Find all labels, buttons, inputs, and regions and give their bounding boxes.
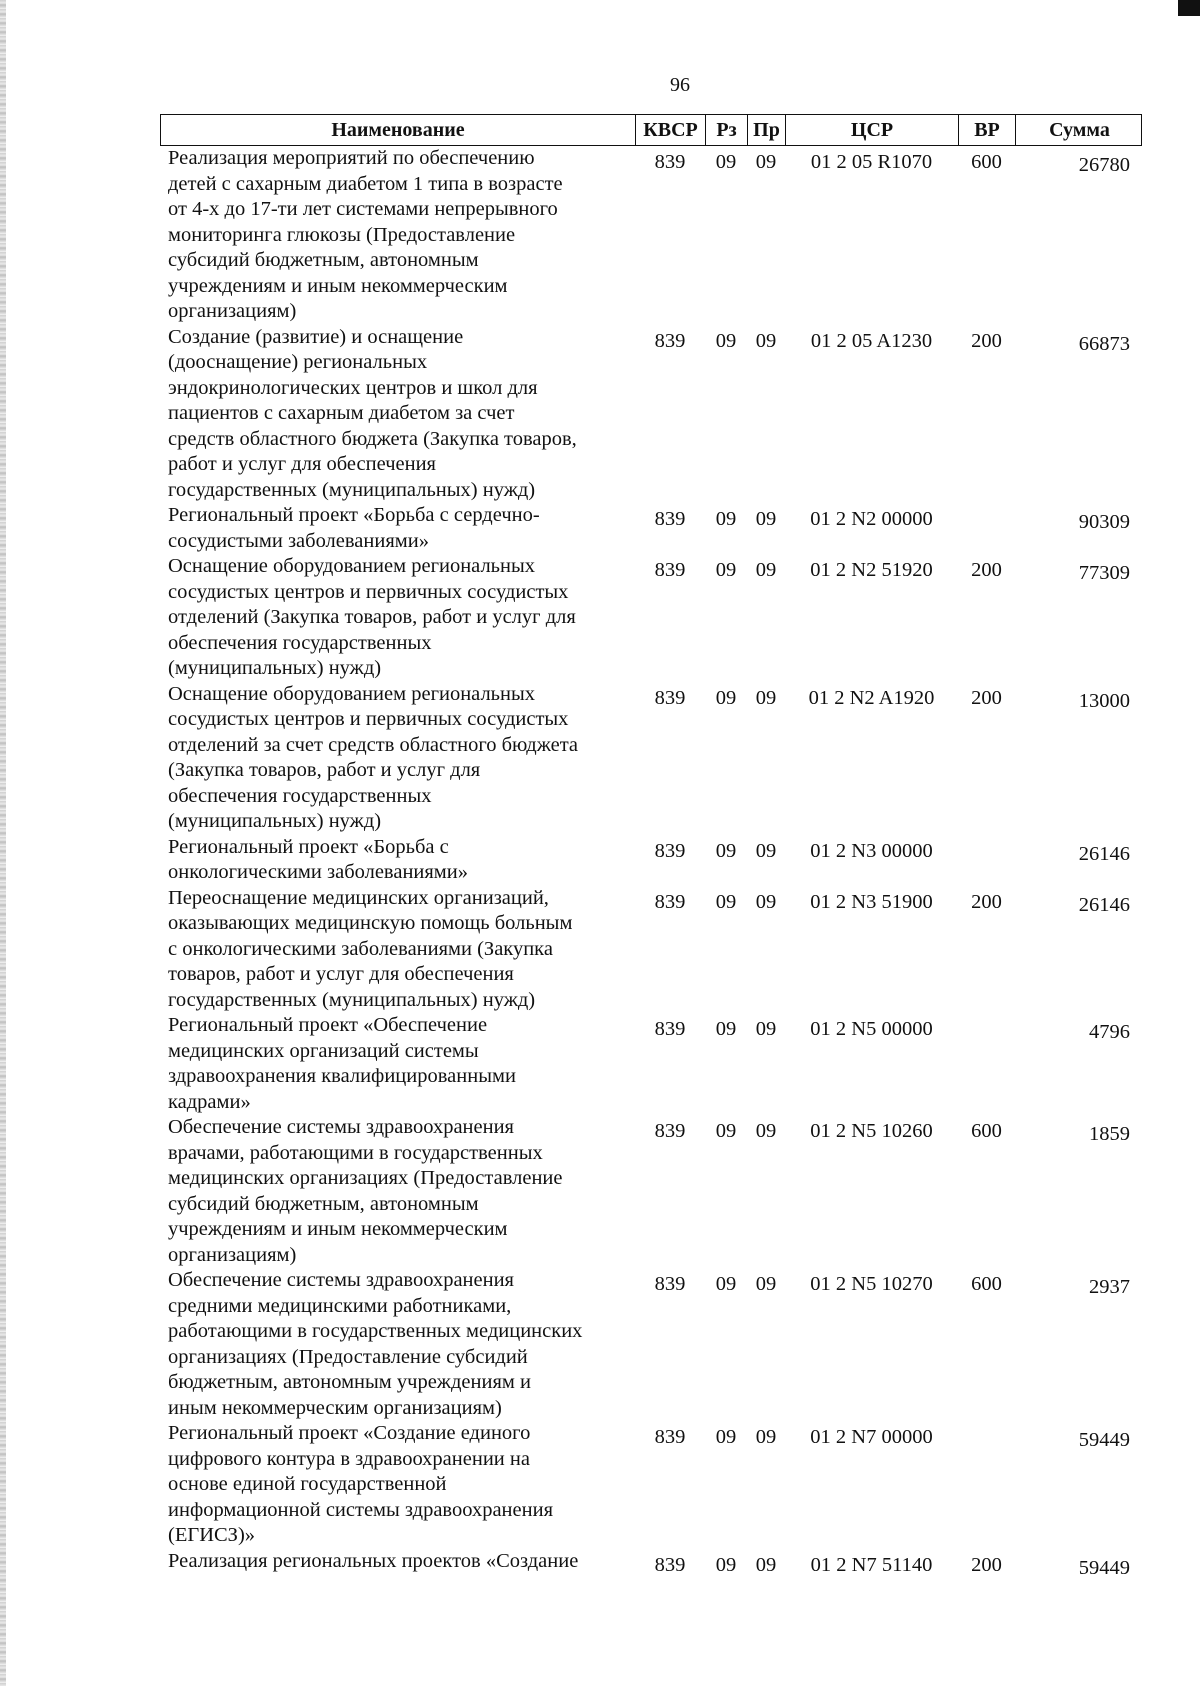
- cell-pr: 09: [755, 508, 777, 530]
- header-rz: Рз: [706, 115, 748, 145]
- table-row: [160, 1549, 1142, 1582]
- cell-csr: 01 2 N5 00000: [810, 1018, 933, 1040]
- cell-pr: 09: [755, 329, 777, 352]
- name-line: Региональный проект «Обеспечение: [168, 1014, 488, 1036]
- name-line: пациентов с сахарным диабетом за счет: [168, 402, 515, 424]
- cell-csr: 01 2 N2 A1920: [808, 686, 935, 709]
- table-row: [160, 554, 1142, 682]
- name-line: эндокринологических центров и школ для: [168, 376, 538, 399]
- name-line: мониторинга глюкозы (Предоставление: [168, 223, 516, 246]
- name-line: средств областного бюджета (Закупка товаров,: [168, 427, 577, 450]
- name-line: работ и услуг для обеспечения: [168, 453, 436, 475]
- cell-name: [160, 682, 635, 835]
- cell-kvsr: 839: [654, 1553, 686, 1576]
- name-line: отделений (Закупка товаров, работ и услуг для: [168, 606, 576, 628]
- cell-csr: 01 2 N2 51920: [810, 559, 933, 581]
- name-line: (дооснащение) региональных: [168, 351, 428, 373]
- table-row: [160, 1421, 1142, 1549]
- cell-vr: [958, 835, 1015, 886]
- name-line: субсидий бюджетным, автономным: [168, 1192, 479, 1215]
- cell-vr: 600: [971, 1120, 1002, 1142]
- cell-sum: 26146: [1078, 842, 1130, 865]
- name-line: детей с сахарным диабетом 1 типа в возрасте: [168, 172, 563, 195]
- cell-sum: 26146: [1078, 893, 1130, 916]
- name-line: организациях (Предоставление субсидий: [168, 1345, 528, 1368]
- name-line: основе единой государственной: [168, 1473, 447, 1495]
- name-line: оказывающих медицинскую помощь больным: [168, 912, 573, 934]
- name-line: обеспечения государственных: [168, 631, 432, 654]
- name-line: Реализация региональных проектов «Создание: [168, 1549, 579, 1572]
- cell-rz: 09: [715, 890, 737, 913]
- table-header: [160, 114, 1142, 146]
- name-line: Региональный проект «Борьба с: [168, 835, 449, 858]
- name-line: государственных (муниципальных) нужд): [168, 478, 536, 501]
- cell-pr: 09: [755, 559, 777, 581]
- cell-vr: 200: [971, 1553, 1002, 1576]
- cell-rz: 09: [715, 1426, 737, 1448]
- name-line: онкологическими заболеваниями»: [168, 861, 469, 883]
- table-row: [160, 1115, 1142, 1268]
- cell-vr: 200: [971, 329, 1002, 352]
- name-line: обеспечения государственных: [168, 784, 432, 807]
- cell-csr: 01 2 05 R1070: [810, 151, 933, 173]
- cell-sum: 2937: [1089, 1276, 1130, 1298]
- cell-name: [160, 886, 635, 1014]
- table-row: [160, 146, 1142, 325]
- cell-kvsr: 839: [654, 1426, 686, 1448]
- name-line: сосудистых центров и первичных сосудистых: [168, 708, 569, 730]
- header-sum: Сумма: [1049, 119, 1110, 141]
- name-line: медицинских организаций системы: [168, 1039, 479, 1062]
- page-number: 96: [670, 74, 690, 96]
- cell-csr: 01 2 N3 51900: [810, 890, 933, 913]
- cell-sum: 59449: [1078, 1429, 1130, 1451]
- cell-rz: 09: [715, 1553, 737, 1576]
- name-line: Оснащение оборудованием региональных: [168, 555, 536, 577]
- cell-vr: [958, 1013, 1015, 1115]
- cell-kvsr: 839: [654, 1273, 686, 1295]
- name-line: врачами, работающими в государственных: [168, 1141, 543, 1164]
- cell-pr: 09: [755, 839, 777, 862]
- cell-kvsr: 839: [654, 151, 686, 173]
- name-line: от 4-х до 17-ти лет системами непрерывного: [168, 198, 558, 220]
- name-line: Переоснащение медицинских организаций,: [168, 886, 549, 909]
- cell-pr: 09: [755, 1018, 777, 1040]
- cell-name: [160, 1549, 635, 1582]
- name-line: (ЕГИСЗ)»: [168, 1524, 256, 1546]
- name-line: здравоохранения квалифицированными: [168, 1065, 516, 1087]
- name-line: Создание (развитие) и оснащение: [168, 325, 464, 348]
- cell-name: [160, 146, 635, 325]
- name-line: (Закупка товаров, работ и услуг для: [168, 759, 481, 781]
- cell-vr: 600: [971, 1273, 1002, 1295]
- cell-csr: 01 2 N5 10270: [810, 1273, 933, 1295]
- cell-sum: 1859: [1089, 1123, 1130, 1145]
- table-row: [160, 1268, 1142, 1421]
- header-name: Наименование: [161, 115, 636, 145]
- cell-vr: 200: [971, 559, 1002, 581]
- cell-kvsr: 839: [654, 1018, 686, 1040]
- name-line: организациям): [168, 300, 297, 322]
- name-line: Обеспечение системы здравоохранения: [168, 1269, 514, 1291]
- cell-vr: 200: [971, 890, 1002, 913]
- cell-kvsr: 839: [654, 329, 686, 352]
- cell-pr: 09: [755, 1273, 777, 1295]
- cell-vr: [958, 1421, 1015, 1549]
- budget-table: [160, 114, 1142, 1581]
- name-line: информационной системы здравоохранения: [168, 1498, 553, 1521]
- cell-sum: 26780: [1078, 154, 1130, 176]
- name-line: Оснащение оборудованием региональных: [168, 682, 536, 705]
- scan-edge: [0, 0, 6, 1686]
- cell-name: [160, 554, 635, 682]
- cell-csr: 01 2 N7 51140: [810, 1553, 933, 1576]
- cell-kvsr: 839: [654, 508, 686, 530]
- cell-pr: 09: [755, 1553, 777, 1576]
- cell-pr: 09: [755, 151, 777, 173]
- cell-sum: 90309: [1078, 511, 1130, 533]
- header-pr: Пр: [748, 115, 786, 145]
- cell-rz: 09: [715, 1120, 737, 1142]
- cell-kvsr: 839: [654, 559, 686, 581]
- cell-name: [160, 1013, 635, 1115]
- name-line: работающими в государственных медицинских: [168, 1320, 583, 1342]
- cell-name: [160, 325, 635, 504]
- name-line: цифрового контура в здравоохранении на: [168, 1447, 530, 1470]
- cell-rz: 09: [715, 329, 737, 352]
- name-line: (муниципальных) нужд): [168, 810, 382, 832]
- cell-rz: 09: [715, 151, 737, 173]
- cell-kvsr: 839: [654, 839, 686, 862]
- cell-name: [160, 1115, 635, 1268]
- cell-rz: 09: [715, 559, 737, 581]
- name-line: Региональный проект «Борьба с сердечно-: [168, 504, 540, 526]
- table-row: [160, 835, 1142, 886]
- name-line: Обеспечение системы здравоохранения: [168, 1116, 514, 1138]
- cell-csr: 01 2 N5 10260: [810, 1120, 933, 1142]
- cell-csr: 01 2 N7 00000: [810, 1426, 933, 1448]
- cell-kvsr: 839: [654, 686, 686, 709]
- cell-kvsr: 839: [654, 890, 686, 913]
- table-body: [160, 146, 1142, 1581]
- name-line: Региональный проект «Создание единого: [168, 1422, 531, 1444]
- name-line: субсидий бюджетным, автономным: [168, 249, 479, 271]
- header-kvsr: КВСР: [636, 115, 706, 145]
- cell-sum: 66873: [1078, 332, 1130, 355]
- cell-name: [160, 1268, 635, 1421]
- header-csr: ЦСР: [786, 115, 959, 145]
- cell-pr: 09: [755, 1426, 777, 1448]
- table-row: [160, 503, 1142, 554]
- cell-pr: 09: [755, 1120, 777, 1142]
- name-line: бюджетным, автономным учреждениям и: [168, 1371, 531, 1393]
- name-line: (муниципальных) нужд): [168, 657, 382, 679]
- name-line: отделений за счет средств областного бюджета: [168, 733, 579, 756]
- table-row: [160, 886, 1142, 1014]
- name-line: медицинских организациях (Предоставление: [168, 1167, 563, 1189]
- cell-vr: [958, 503, 1015, 554]
- table-row: [160, 325, 1142, 504]
- name-line: сосудистыми заболеваниями»: [168, 529, 429, 552]
- name-line: учреждениям и иным некоммерческим: [168, 1218, 508, 1240]
- scan-mark: [1178, 0, 1200, 16]
- cell-vr: 200: [971, 686, 1002, 709]
- table-row: [160, 1013, 1142, 1115]
- name-line: Реализация мероприятий по обеспечению: [168, 147, 535, 169]
- name-line: товаров, работ и услуг для обеспечения: [168, 963, 514, 985]
- cell-vr: 600: [971, 151, 1002, 173]
- header-vr: ВР: [959, 115, 1016, 145]
- cell-rz: 09: [715, 508, 737, 530]
- cell-rz: 09: [715, 839, 737, 862]
- name-line: учреждениям и иным некоммерческим: [168, 274, 508, 297]
- cell-sum: 59449: [1078, 1556, 1130, 1579]
- name-line: с онкологическими заболеваниями (Закупка: [168, 937, 553, 960]
- cell-rz: 09: [715, 1273, 737, 1295]
- cell-name: [160, 503, 635, 554]
- name-line: сосудистых центров и первичных сосудистых: [168, 580, 569, 603]
- cell-pr: 09: [755, 890, 777, 913]
- cell-rz: 09: [715, 1018, 737, 1040]
- cell-sum: 4796: [1089, 1021, 1130, 1043]
- cell-name: [160, 835, 635, 886]
- name-line: организациям): [168, 1243, 297, 1266]
- table-row: [160, 682, 1142, 835]
- cell-sum: 77309: [1078, 562, 1130, 584]
- cell-pr: 09: [755, 686, 777, 709]
- name-line: кадрами»: [168, 1090, 251, 1113]
- cell-csr: 01 2 N3 00000: [810, 839, 933, 862]
- cell-rz: 09: [715, 686, 737, 709]
- name-line: иным некоммерческим организациям): [168, 1396, 502, 1419]
- cell-name: [160, 1421, 635, 1549]
- cell-kvsr: 839: [654, 1120, 686, 1142]
- cell-csr: 01 2 05 A1230: [810, 329, 933, 352]
- cell-csr: 01 2 N2 00000: [810, 508, 933, 530]
- name-line: средними медицинскими работниками,: [168, 1294, 512, 1317]
- cell-sum: 13000: [1078, 689, 1130, 712]
- name-line: государственных (муниципальных) нужд): [168, 988, 536, 1011]
